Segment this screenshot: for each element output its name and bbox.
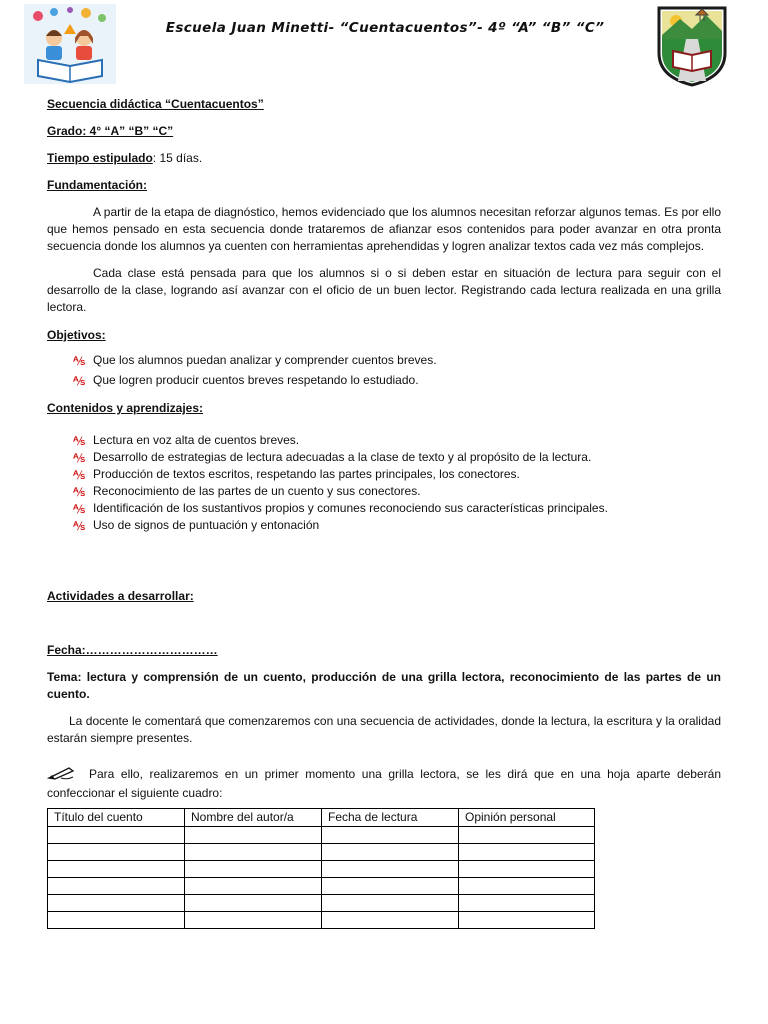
document-body [47, 96, 721, 929]
bullet-icon: ⅍ [73, 485, 85, 499]
bullet-icon: ⅍ [73, 468, 85, 482]
bullet-icon: ⅍ [73, 519, 85, 533]
list-item: ⅍ Desarrollo de estrategias de lectura adecuadas a la clase de texto y al propósito de la lectura. [73, 450, 592, 465]
docente-paragraph: La docente le comentará que comenzaremos con una secuencia de actividades, donde la lectura, la escritura y la oralidad estarán siempre presentes. [47, 714, 721, 745]
tiempo-line [47, 150, 721, 167]
table-cell [185, 844, 322, 861]
table-cell [185, 861, 322, 878]
fundamentacion-paragraph-2: Cada clase está pensada para que los alumnos si o si deben estar en situación de lectura para seguir con el desarrollo de la clase, logrando así avanzar con el oficio de un buen lector. Registrando cada lectura realizada en una grilla lectora. [47, 266, 721, 314]
table-cell [322, 844, 459, 861]
table-cell [185, 912, 322, 929]
objetivos-heading: Objetivos: [47, 328, 106, 342]
table-cell [322, 895, 459, 912]
table-header-row [48, 809, 595, 827]
list-item: ⅍ Lectura en voz alta de cuentos breves. [73, 433, 300, 448]
table-cell [185, 878, 322, 895]
objetivos-list [47, 352, 721, 389]
table-cell [459, 895, 595, 912]
table-cell [459, 912, 595, 929]
contenidos-heading: Contenidos y aprendizajes: [47, 401, 204, 415]
table-row [48, 912, 595, 929]
column-header-autor: Nombre del autor/a [185, 809, 322, 827]
table-cell [48, 878, 185, 895]
table-cell [322, 878, 459, 895]
fundamentacion-paragraph-1: A partir de la etapa de diagnóstico, hemos evidenciado que los alumnos necesitan reforzar algunos temas. Es por ello que hemos pensado en esta secuencia donde trataremos de afianzar esos contenidos para poder avanzar en otra pronta secuencia donde los alumnos ya cuenten con herramientas aprehendidas y logren analizar textos cada vez más complejos. [47, 205, 721, 253]
table-cell [459, 861, 595, 878]
column-header-fecha: Fecha de lectura [322, 809, 459, 827]
table-cell [459, 827, 595, 844]
writing-hand-icon [47, 766, 75, 785]
grilla-lectora-table [47, 808, 595, 929]
tiempo-label: Tiempo estipulado [47, 151, 153, 165]
list-item: ⅍ Uso de signos de puntuación y entonación [73, 518, 320, 533]
bullet-icon: ⅍ [73, 354, 85, 368]
list-item: ⅍ Identificación de los sustantivos propios y comunes reconociendo sus características principales. [73, 501, 608, 516]
table-cell [459, 844, 595, 861]
table-row [48, 827, 595, 844]
actividades-heading: Actividades a desarrollar: [47, 589, 194, 603]
bullet-icon: ⅍ [73, 502, 85, 516]
grilla-body [48, 827, 595, 929]
tema-paragraph: Tema: lectura y comprensión de un cuento, producción de una grilla lectora, reconocimiento de las partes de un cuento. [47, 670, 721, 701]
header-title: Escuela Juan Minetti- “Cuentacuentos”- 4º “A” “B” “C” [165, 20, 605, 36]
table-cell [48, 844, 185, 861]
bullet-icon: ⅍ [73, 434, 85, 448]
table-cell [48, 827, 185, 844]
table-cell [185, 827, 322, 844]
table-row [48, 861, 595, 878]
column-header-titulo: Título del cuento [48, 809, 185, 827]
bullet-icon: ⅍ [73, 451, 85, 465]
grado-line: Grado: 4° “A” “B” “C” [47, 124, 174, 138]
table-cell [322, 912, 459, 929]
table-cell [48, 895, 185, 912]
grilla-intro-paragraph: Para ello, realizaremos en un primer momento una grilla lectora, se les dirá que en una hoja aparte deberán confeccionar el siguiente cuadro: [47, 767, 721, 800]
table-row [48, 878, 595, 895]
table-cell [322, 827, 459, 844]
table-cell [48, 861, 185, 878]
table-cell [459, 878, 595, 895]
bullet-icon: ⅍ [73, 374, 85, 388]
contenidos-list [47, 432, 721, 534]
tiempo-value: : 15 días. [152, 151, 203, 165]
children-reading-book-icon [24, 4, 116, 84]
table-cell [185, 895, 322, 912]
fundamentacion-heading: Fundamentación: [47, 178, 148, 192]
fecha-line: Fecha:…………………………… [47, 643, 218, 657]
table-cell [322, 861, 459, 878]
secuencia-title: Secuencia didáctica “Cuentacuentos” [47, 97, 264, 111]
table-row [48, 844, 595, 861]
school-shield-book-icon [656, 5, 728, 87]
table-row [48, 895, 595, 912]
list-item: ⅍ Producción de textos escritos, respetando las partes principales, los conectores. [73, 467, 520, 482]
table-cell [48, 912, 185, 929]
list-item: ⅍ Que logren producir cuentos breves respetando lo estudiado. [73, 373, 419, 388]
list-item: ⅍ Que los alumnos puedan analizar y comprender cuentos breves. [73, 353, 437, 368]
column-header-opinion: Opinión personal [459, 809, 595, 827]
list-item: ⅍ Reconocimiento de las partes de un cuento y sus conectores. [73, 484, 421, 499]
